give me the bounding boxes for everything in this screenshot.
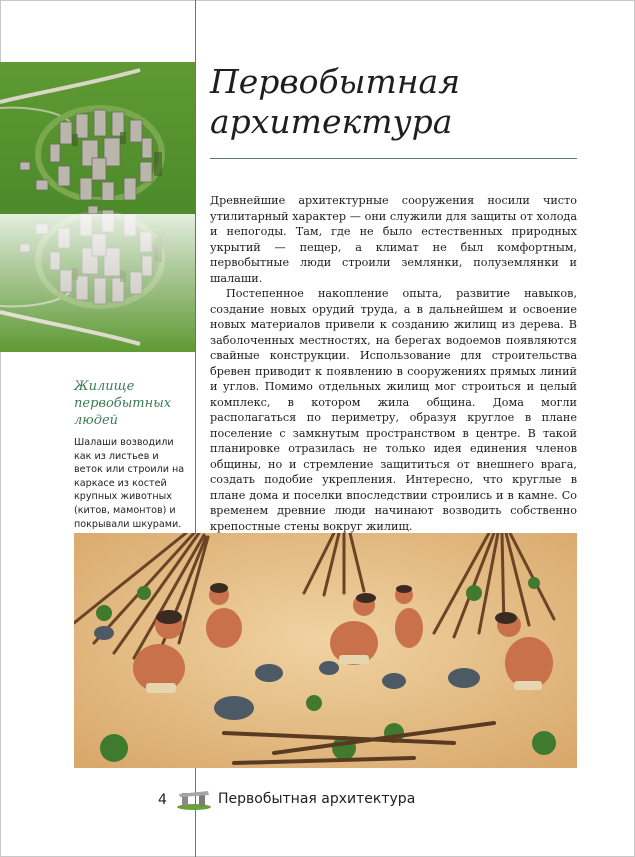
sidebar-heading-line-1: Жилище <box>74 379 135 394</box>
sidebar-text: Шалаши возводили как из листьев и веток или строили на каркасе из костей крупных животных (китов, мамонтов) и покрывали шкурами. <box>74 437 185 530</box>
title-underline <box>210 158 577 159</box>
stone-dolmen-icon <box>176 786 212 810</box>
sidebar-heading <box>74 378 189 429</box>
title-line-2: архитектура <box>210 102 453 141</box>
footer-section-title: Первобытная архитектура <box>218 791 416 807</box>
page-number: 4 <box>158 792 167 808</box>
main-article-text <box>210 193 577 534</box>
page-title <box>210 62 590 142</box>
stonehenge-photo <box>0 62 195 352</box>
paragraph-1: Древнейшие архитектурные сооружения носили чисто утилитарный характер — они служили для защиты от холода и непогоды. Там, где не было естественных природных укрытий — пещер, а климат не был комфортным, первобытные люди строили землянки, полуземлянки и шалаши. <box>210 194 577 285</box>
paragraph-2: Постепенное накопление опыта, развитие навыков, создание новых орудий труда, а в дальнейшем и освоение новых материалов привели к созданию жилищ из дерева. В заболоченных местностях, на берегах водоемов появляются свайные конструкции. Использование для строительства бревен приводит к появлению в сооружениях прямых линий и углов. Помимо отдельных жилищ мог строиться и целый комплекс, в котором жила община. Дома могли располагаться по периметру, образуя круглое в плане поселение с замкнутым пространством в центре. В такой планировке отразилась не только идея единения членов общины, но и стремление защититься от внешнего врага, создать подобие укрепления. Интересно, что круглые в плане дома и поселки впоследствии строились и в камне. Со временем древние люди начинают возводить собственно крепостные стены вокруг жилищ. <box>210 287 577 533</box>
sidebar-heading-line-3: людей <box>74 413 119 428</box>
primitive-people-illustration <box>74 533 577 768</box>
title-line-1: Первобытная <box>210 62 461 101</box>
sidebar-heading-line-2: первобытных <box>74 396 172 411</box>
